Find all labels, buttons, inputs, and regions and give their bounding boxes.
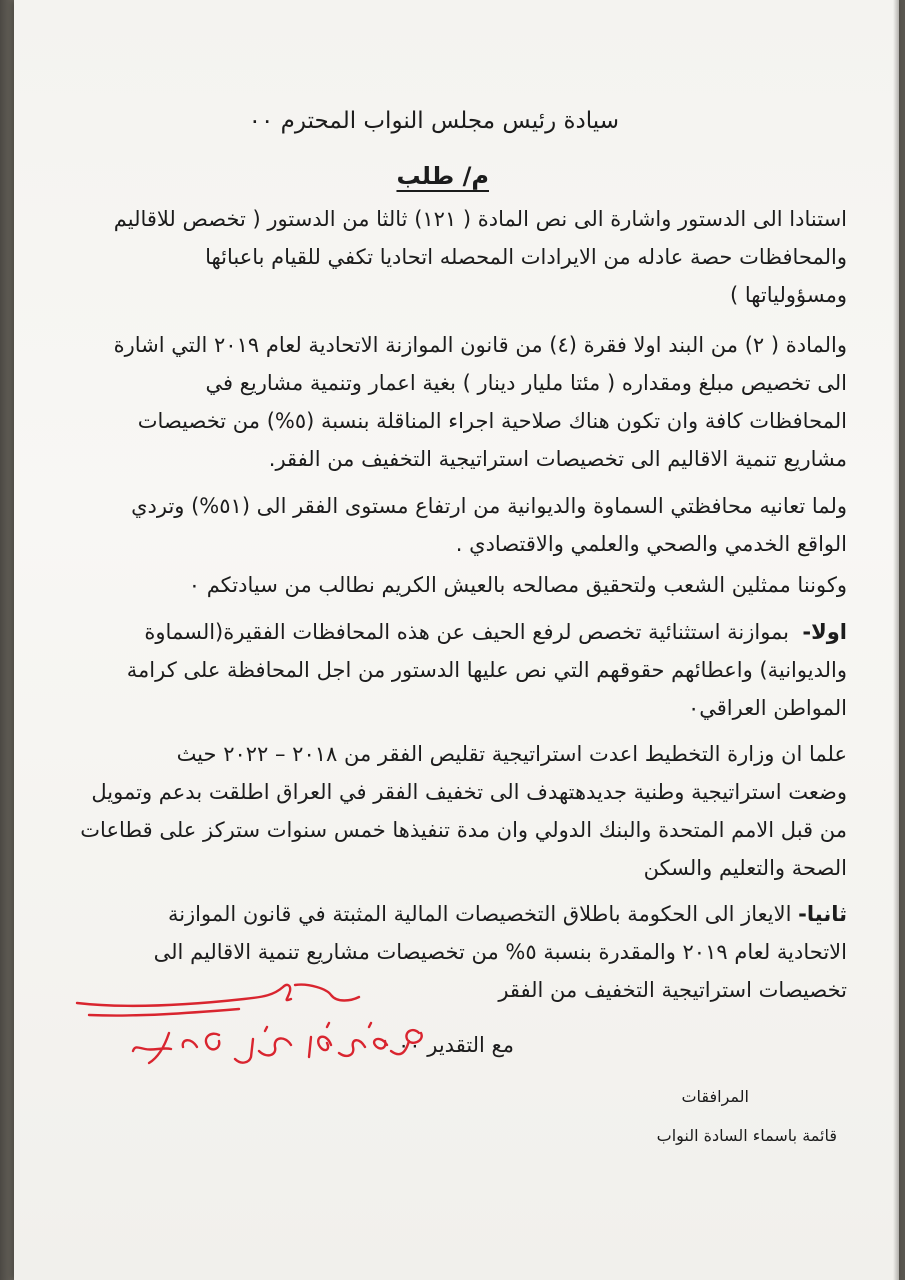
text-line: المحافظات كافة وان تكون هناك صلاحية اجراء المناقلة بنسبة (٥%) من تخصيصات bbox=[137, 409, 847, 433]
letter-page bbox=[14, 0, 899, 1280]
text-line: المواطن العراقي٠ bbox=[687, 696, 847, 720]
text-line: الى تخصيص مبلغ ومقداره ( مئتا مليار دينار ) بغية اعمار وتنمية مشاريع في bbox=[205, 371, 847, 395]
text-line: علما ان وزارة التخطيط اعدت استراتيجية تقليص الفقر من ٢٠١٨ – ٢٠٢٢ حيث bbox=[176, 742, 847, 766]
text-line bbox=[54, 895, 847, 933]
text-line: والمحافظات حصة عادله من الايرادات المحصله اتحاديا تكفي للقيام باعبائها bbox=[205, 245, 847, 269]
paragraph-planning-ministry bbox=[54, 735, 847, 887]
request-label: اولا- bbox=[802, 620, 847, 644]
closing-regards: مع التقدير ٠٠ bbox=[398, 1033, 514, 1057]
text-line: ومسؤولياتها ) bbox=[729, 283, 847, 307]
paragraph-budget-law bbox=[54, 326, 847, 478]
handwritten-signature bbox=[69, 975, 449, 1085]
paragraph-constitution bbox=[54, 200, 847, 314]
request-first bbox=[54, 613, 847, 727]
attachments-item: قائمة باسماء السادة النواب bbox=[656, 1126, 837, 1145]
text-line: تخصيصات استراتيجية التخفيف من الفقر bbox=[498, 978, 847, 1002]
attachments-label: المرافقات bbox=[681, 1087, 749, 1106]
text-line: الاتحادية لعام ٢٠١٩ والمقدرة بنسبة ٥% من تخصيصات مشاريع تنمية الاقاليم الى bbox=[153, 940, 847, 964]
text-line bbox=[54, 613, 847, 651]
request-text: الايعاز الى الحكومة باطلاق التخصيصات المالية المثبتة في قانون الموازنة bbox=[167, 902, 792, 926]
paragraph-poverty bbox=[54, 487, 847, 563]
text-line: والديوانية) واعطائهم حقوقهم التي نص عليها الدستور من اجل المحافظة على كرامة bbox=[126, 658, 847, 682]
text-line: استنادا الى الدستور واشارة الى نص المادة ( ١٢١) ثالثا من الدستور ( تخصص للاقاليم bbox=[113, 207, 847, 231]
text-line: الصحة والتعليم والسكن bbox=[643, 856, 847, 880]
text-line: من قبل الامم المتحدة والبنك الدولي وان مدة تنفيذها خمس سنوات ستركز على قطاعات bbox=[80, 818, 847, 842]
request-label: ثانيا- bbox=[798, 902, 847, 926]
text-line: وضعت استراتيجية وطنية جديدهتهدف الى تخفيف الفقر في العراق اطلقت بدعم وتمويل bbox=[91, 780, 847, 804]
salutation: سيادة رئيس مجلس النواب المحترم ٠٠ bbox=[248, 108, 619, 134]
text-line: وكوننا ممثلين الشعب ولتحقيق مصالحه بالعيش الكريم نطالب من سيادتكم ٠ bbox=[188, 573, 847, 597]
text-line: الواقع الخدمي والصحي والعلمي والاقتصادي . bbox=[455, 532, 847, 556]
request-text: بموازنة استثنائية تخصص لرفع الحيف عن هذه المحافظات الفقيرة(السماوة bbox=[144, 620, 790, 644]
page-edge-shadow bbox=[893, 0, 899, 1280]
text-line: والمادة ( ٢) من البند اولا فقرة (٤) من قانون الموازنة الاتحادية لعام ٢٠١٩ التي اشارة bbox=[113, 333, 847, 357]
subject-line: م/ طلب bbox=[396, 162, 489, 190]
text-line: مشاريع تنمية الاقاليم الى تخصيصات استراتيجية التخفيف من الفقر. bbox=[268, 447, 847, 471]
paragraph-representatives bbox=[54, 566, 847, 604]
text-line: ولما تعانيه محافظتي السماوة والديوانية من ارتفاع مستوى الفقر الى (٥١%) وتردي bbox=[131, 494, 847, 518]
